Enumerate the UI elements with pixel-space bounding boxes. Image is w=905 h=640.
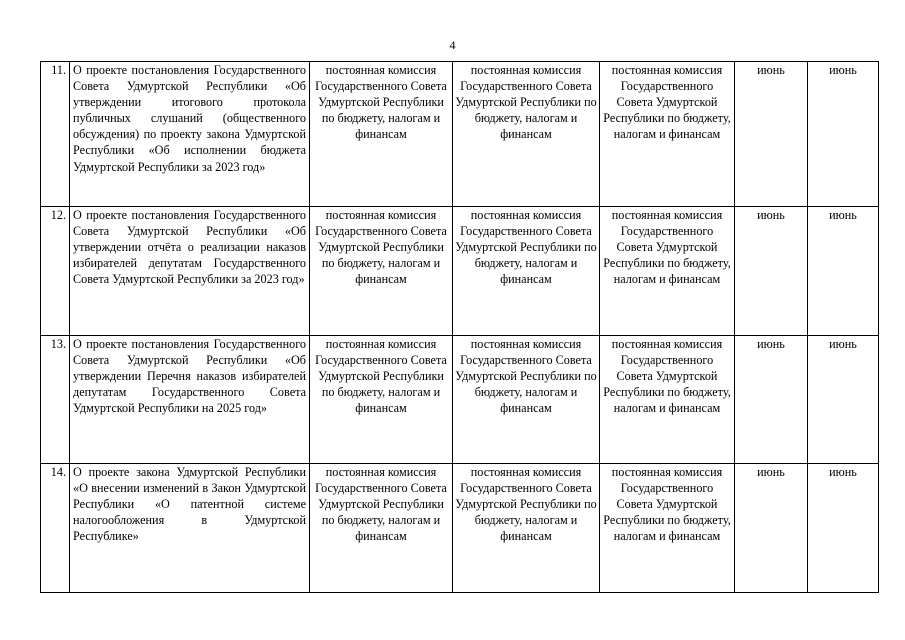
row-number: 12.: [41, 207, 70, 336]
submitting-commission: постоянная комиссия Государственного Совета Удмуртской Республики по бюджету, налогам и финансам: [600, 207, 735, 336]
plan-table: [40, 61, 879, 593]
item-title: О проекте постановления Государственного Совета Удмуртской Республики «Об утверждении отчёта о реализации наказов избирателей депутатам Государственного Совета Удмуртской Республики за 2023 год»: [70, 207, 310, 336]
submission-month: июнь: [735, 207, 808, 336]
table-row: [41, 336, 879, 464]
submission-month: июнь: [735, 464, 808, 593]
preparing-commission: постоянная комиссия Государственного Совета Удмуртской Республики по бюджету, налогам и финансам: [453, 464, 600, 593]
submitting-commission: постоянная комиссия Государственного Совета Удмуртской Республики по бюджету, налогам и финансам: [600, 464, 735, 593]
responsible-commission: постоянная комиссия Государственного Совета Удмуртской Республики по бюджету, налогам и финансам: [310, 207, 453, 336]
responsible-commission: постоянная комиссия Государственного Совета Удмуртской Республики по бюджету, налогам и финансам: [310, 336, 453, 464]
submission-month: июнь: [735, 62, 808, 207]
submitting-commission: постоянная комиссия Государственного Совета Удмуртской Республики по бюджету, налогам и финансам: [600, 336, 735, 464]
preparing-commission: постоянная комиссия Государственного Совета Удмуртской Республики по бюджету, налогам и финансам: [453, 336, 600, 464]
preparing-commission: постоянная комиссия Государственного Совета Удмуртской Республики по бюджету, налогам и финансам: [453, 207, 600, 336]
row-number: 13.: [41, 336, 70, 464]
responsible-commission: постоянная комиссия Государственного Совета Удмуртской Республики по бюджету, налогам и финансам: [310, 62, 453, 207]
row-number: 11.: [41, 62, 70, 207]
item-title: О проекте закона Удмуртской Республики «О внесении изменений в Закон Удмуртской Республики «О патентной системе налогообложения в Удмуртской Республике»: [70, 464, 310, 593]
table-row: [41, 62, 879, 207]
submitting-commission: постоянная комиссия Государственного Совета Удмуртской Республики по бюджету, налогам и финансам: [600, 62, 735, 207]
page-number: 4: [449, 38, 456, 52]
item-title: О проекте постановления Государственного Совета Удмуртской Республики «Об утверждении итогового протокола публичных слушаний (общественного обсуждения) по проекту закона Удмуртской Республики «Об исполнении бюджета Удмуртской Республики за 2023 год»: [70, 62, 310, 207]
preparing-commission: постоянная комиссия Государственного Совета Удмуртской Республики по бюджету, налогам и финансам: [453, 62, 600, 207]
responsible-commission: постоянная комиссия Государственного Совета Удмуртской Республики по бюджету, налогам и финансам: [310, 464, 453, 593]
item-title: О проекте постановления Государственного Совета Удмуртской Республики «Об утверждении Перечня наказов избирателей депутатам Государственного Совета Удмуртской Республики на 2025 год»: [70, 336, 310, 464]
consideration-month: июнь: [808, 207, 879, 336]
row-number: 14.: [41, 464, 70, 593]
consideration-month: июнь: [808, 62, 879, 207]
consideration-month: июнь: [808, 464, 879, 593]
consideration-month: июнь: [808, 336, 879, 464]
table-row: [41, 207, 879, 336]
table-row: [41, 464, 879, 593]
submission-month: июнь: [735, 336, 808, 464]
